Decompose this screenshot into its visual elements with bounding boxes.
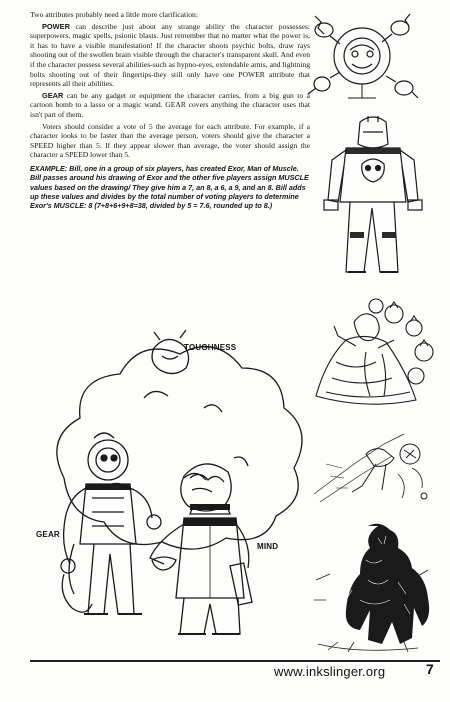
chained-robot-sketch [300,6,440,106]
werewolf-sketch [308,520,440,656]
footer-rule [30,660,440,662]
power-description: can describe just about any strange ability the character possesses: superpowers, magic spells, psionic blasts. Just remember that no matter what the power is, it has to have a visible manifestation! If the character shoots psychic bolts, draw rays shooting out of the swollen brain visible through the character's transparent skull. And even if the character possess several abilities-such as hypno-eyes, extendable arms, and lightning bolts shooting out of their fingertips-they still only have one POWER attribute that represents all their abilities. [30,21,310,89]
power-paragraph [30,22,310,89]
power-term: POWER [42,21,70,31]
footer-url: www.inkslinger.org [274,664,386,679]
toughness-label: TOUGHNESS [184,343,237,352]
gear-paragraph [30,91,310,120]
skull-robot-sketch [318,112,428,284]
gear-label: GEAR [36,530,60,539]
voting-paragraph: Voters should consider a vote of 5 the average for each attribute. For example, if a character looks to be faster than the average person, voters should give the character a SPEED higher than 5. If they appear slower than average, the voter should assign the character a SPEED lower than 5. [30,121,310,160]
body-text [30,10,310,210]
gear-term: GEAR [42,90,64,100]
intro-paragraph: Two attributes probably need a little more clarification: [30,10,198,19]
example-block: EXAMPLE: Bill, one in a group of six players, has created Exor, Man of Muscle. Bill passes around his drawing of Exor and the other five players assign MUSCLE values based on the drawing/ They give him a 7, an 8, a 6, a 9, and an 8. Bill adds up these values and divides by the total number of voting players to determine Exor's MUSCLE: 8 (7+8+6+9+8=38, divided by 5 = 7.6, rounded up to 8.) [30,163,309,211]
flying-hero-sketch [306,424,436,516]
character-attributes-illustration [34,328,304,654]
page-number: 7 [426,661,434,677]
wizard-orbs-sketch [306,292,442,410]
mind-label: MIND [257,542,279,551]
gear-description: can be any gadget or equipment the character carries, from a big gun to a cartoon bomb to a lasso or a magic wand. GEAR covers anything the character uses that isn't part of them. [30,90,310,119]
